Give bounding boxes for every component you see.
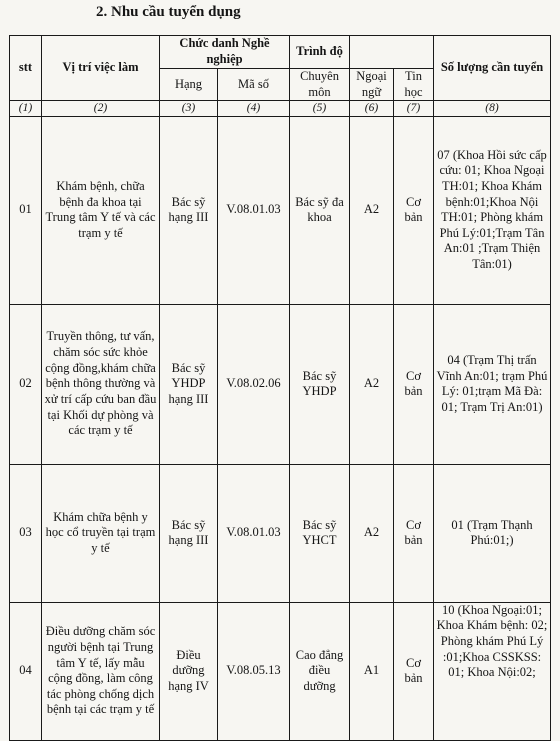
- header-row: [10, 36, 551, 69]
- cell-ma-so: V.08.01.03: [218, 116, 290, 304]
- cell-ma-so: V.08.05.13: [218, 602, 290, 740]
- header-stt: stt: [10, 36, 42, 101]
- cell-stt: 04: [10, 602, 42, 740]
- col-index: (4): [218, 101, 290, 116]
- cell-chuyen-mon: Bác sỹ đa khoa: [290, 116, 350, 304]
- cell-so-luong: 01 (Trạm Thạnh Phú:01;): [434, 464, 551, 602]
- header-hang: Hạng: [160, 69, 218, 101]
- header-blank: [350, 36, 434, 69]
- recruitment-table: [9, 35, 551, 741]
- col-index: (6): [350, 101, 394, 116]
- col-index: (2): [42, 101, 160, 116]
- col-index: (7): [394, 101, 434, 116]
- cell-chuyen-mon: Cao đẳng điều dưỡng: [290, 602, 350, 740]
- header-chuc-danh: Chức danh Nghề nghiệp: [160, 36, 290, 69]
- cell-vi-tri: Truyền thông, tư vấn, chăm sóc sức khỏe cộng đồng,khám chữa bệnh thông thường và xử trí cấp cứu ban đầu tại Khối dự phòng và các trạm y tế: [42, 304, 160, 464]
- header-ma-so: Mã số: [218, 69, 290, 101]
- header-so-luong: Số lượng cần tuyển: [434, 36, 551, 101]
- cell-ngoai-ngu: A2: [350, 464, 394, 602]
- cell-ngoai-ngu: A2: [350, 116, 394, 304]
- header-ngoai-ngu: Ngoại ngữ: [350, 69, 394, 101]
- cell-tin-hoc: Cơ bản: [394, 602, 434, 740]
- cell-vi-tri: Khám bệnh, chữa bệnh đa khoa tại Trung tâm Y tế và các trạm y tế: [42, 116, 160, 304]
- cell-ngoai-ngu: A1: [350, 602, 394, 740]
- col-index: (3): [160, 101, 218, 116]
- table-row: [10, 116, 551, 304]
- header-chuyen-mon: Chuyên môn: [290, 69, 350, 101]
- cell-so-luong: 10 (Khoa Ngoại:01; Khoa Khám bệnh: 02; Phòng khám Phú Lý :01;Khoa CSSKSS: 01; Khoa Nội:02;: [434, 602, 551, 740]
- cell-tin-hoc: Cơ bản: [394, 304, 434, 464]
- cell-ma-so: V.08.02.06: [218, 304, 290, 464]
- cell-chuyen-mon: Bác sỹ YHCT: [290, 464, 350, 602]
- table-row: [10, 464, 551, 602]
- cell-stt: 03: [10, 464, 42, 602]
- cell-hang: Điều dưỡng hạng IV: [160, 602, 218, 740]
- header-tin-hoc: Tin học: [394, 69, 434, 101]
- section-title: 2. Nhu cầu tuyển dụng: [96, 4, 241, 20]
- cell-vi-tri: Điều dưỡng chăm sóc người bệnh tại Trung tâm Y tế, lấy mẫu cộng đồng, làm công tác phòng chống dịch bệnh tại các trạm y tế: [42, 602, 160, 740]
- header-trinh-do: Trình độ: [290, 36, 350, 69]
- cell-tin-hoc: Cơ bản: [394, 464, 434, 602]
- cell-ngoai-ngu: A2: [350, 304, 394, 464]
- cell-so-luong: 04 (Trạm Thị trấn Vĩnh An:01; trạm Phú Lý: 01;trạm Mã Đà: 01; Trạm Trị An:01): [434, 304, 551, 464]
- cell-hang: Bác sỹ hạng III: [160, 116, 218, 304]
- cell-stt: 01: [10, 116, 42, 304]
- table-row: [10, 602, 551, 740]
- cell-ma-so: V.08.01.03: [218, 464, 290, 602]
- cell-stt: 02: [10, 304, 42, 464]
- header-vi-tri: Vị trí việc làm: [42, 36, 160, 101]
- table-row: [10, 304, 551, 464]
- cell-so-luong: 07 (Khoa Hồi sức cấp cứu: 01; Khoa Ngoại TH:01; Khoa Khám bệnh:01;Khoa Nội TH:01; Phòng khám Phú Lý:01;Trạm Tân An:01 ;Trạm Thiện Tân:01): [434, 116, 551, 304]
- cell-hang: Bác sỹ hạng III: [160, 464, 218, 602]
- cell-vi-tri: Khám chữa bệnh y học cổ truyền tại trạm y tế: [42, 464, 160, 602]
- col-index: (1): [10, 101, 42, 116]
- cell-hang: Bác sỹ YHDP hạng III: [160, 304, 218, 464]
- col-index: (5): [290, 101, 350, 116]
- cell-chuyen-mon: Bác sỹ YHDP: [290, 304, 350, 464]
- cell-tin-hoc: Cơ bản: [394, 116, 434, 304]
- col-index: (8): [434, 101, 551, 116]
- column-index-row: [10, 101, 551, 116]
